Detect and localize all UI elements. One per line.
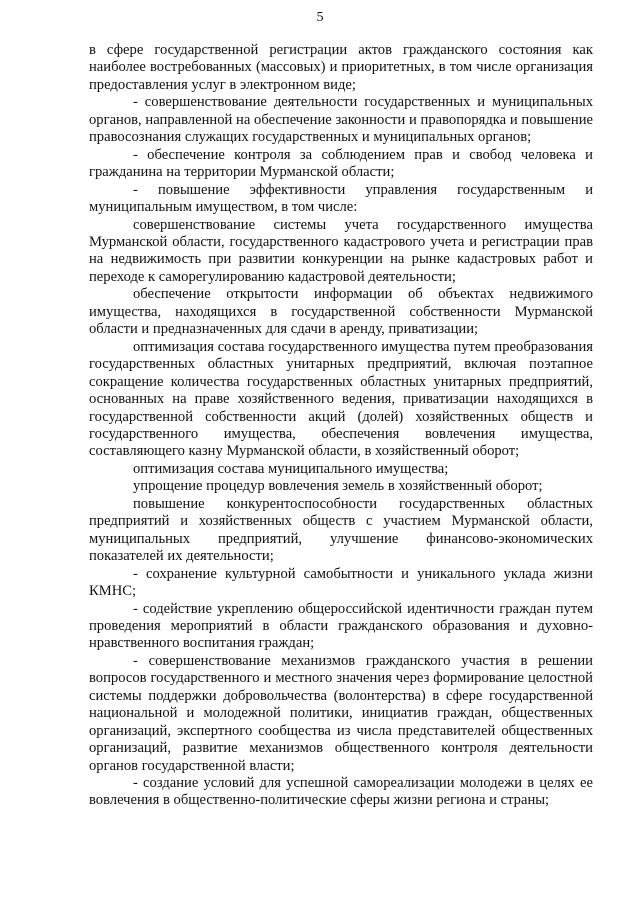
- paragraph-item: - содействие укреплению общероссийской идентичности граждан путем проведения мероприятий в области гражданского образования и духовно-нравственного воспитания граждан;: [89, 600, 593, 652]
- paragraph-item: - повышение эффективности управления государственным и муниципальным имуществом, в том числе:: [89, 181, 593, 216]
- paragraph-continuation: в сфере государственной регистрации актов гражданского состояния как наиболее востребованных (массовых) и приоритетных, в том числе организация предоставления услуг в электронном виде;: [89, 42, 593, 93]
- paragraph-item: - совершенствование деятельности государственных и муниципальных органов, направленной на обеспечение законности и правопорядка и повышение правосознания служащих государственных и муниципальных органов;: [89, 94, 593, 146]
- paragraph-subitem: повышение конкурентоспособности государственных областных предприятий и хозяйственных обществ с участием Мурманской области, муниципальных предприятий, улучшение финансово-экономических показателей их деятельности;: [89, 495, 593, 565]
- paragraph-item: - сохранение культурной самобытности и уникального уклада жизни КМНС;: [89, 565, 593, 600]
- paragraph-subitem: совершенствование системы учета государственного имущества Мурманской области, государственного кадастрового учета и регистрации прав на недвижимость при развитии конкуренции на рынке кадастровых работ и переходе к саморегулированию кадастровой деятельности;: [89, 216, 593, 285]
- paragraph-item: - обеспечение контроля за соблюдением прав и свобод человека и гражданина на территории Мурманской области;: [89, 146, 593, 181]
- paragraph-item: - совершенствование механизмов гражданского участия в решении вопросов государственного и местного значения через формирование целостной системы поддержки добровольчества (волонтерства) в сфере государственной национальной и молодежной политики, инициатив граждан, общественных организаций, экспертного сообщества из числа представителей общественных организаций, развитие механизмов общественного контроля деятельности органов государственной власти;: [89, 652, 593, 774]
- paragraph-subitem: оптимизация состава муниципального имущества;: [133, 460, 449, 477]
- paragraph-item: - создание условий для успешной самореализации молодежи в целях ее вовлечения в общественно-политические сферы жизни региона и страны;: [89, 775, 593, 809]
- paragraph-subitem: обеспечение открытости информации об объектах недвижимого имущества, находящихся в государственной собственности Мурманской области и предназначенных для сдачи в аренду, приватизации;: [89, 286, 593, 338]
- paragraph-subitem: оптимизация состава государственного имущества путем преобразования государственных областных унитарных предприятий, включая поэтапное сокращение количества государственных областных унитарных предприятий, основанных на праве хозяйственного ведения, приватизации находящихся в государственной собственности акций (долей) хозяйственных обществ и государственного имущества, обеспечения вовлечения имущества, составляющего казну Мурманской области, в хозяйственный оборот;: [89, 338, 593, 460]
- page-number: 5: [316, 10, 324, 25]
- paragraph-subitem: упрощение процедур вовлечения земель в хозяйственный оборот;: [133, 478, 543, 495]
- document-body: [89, 42, 593, 810]
